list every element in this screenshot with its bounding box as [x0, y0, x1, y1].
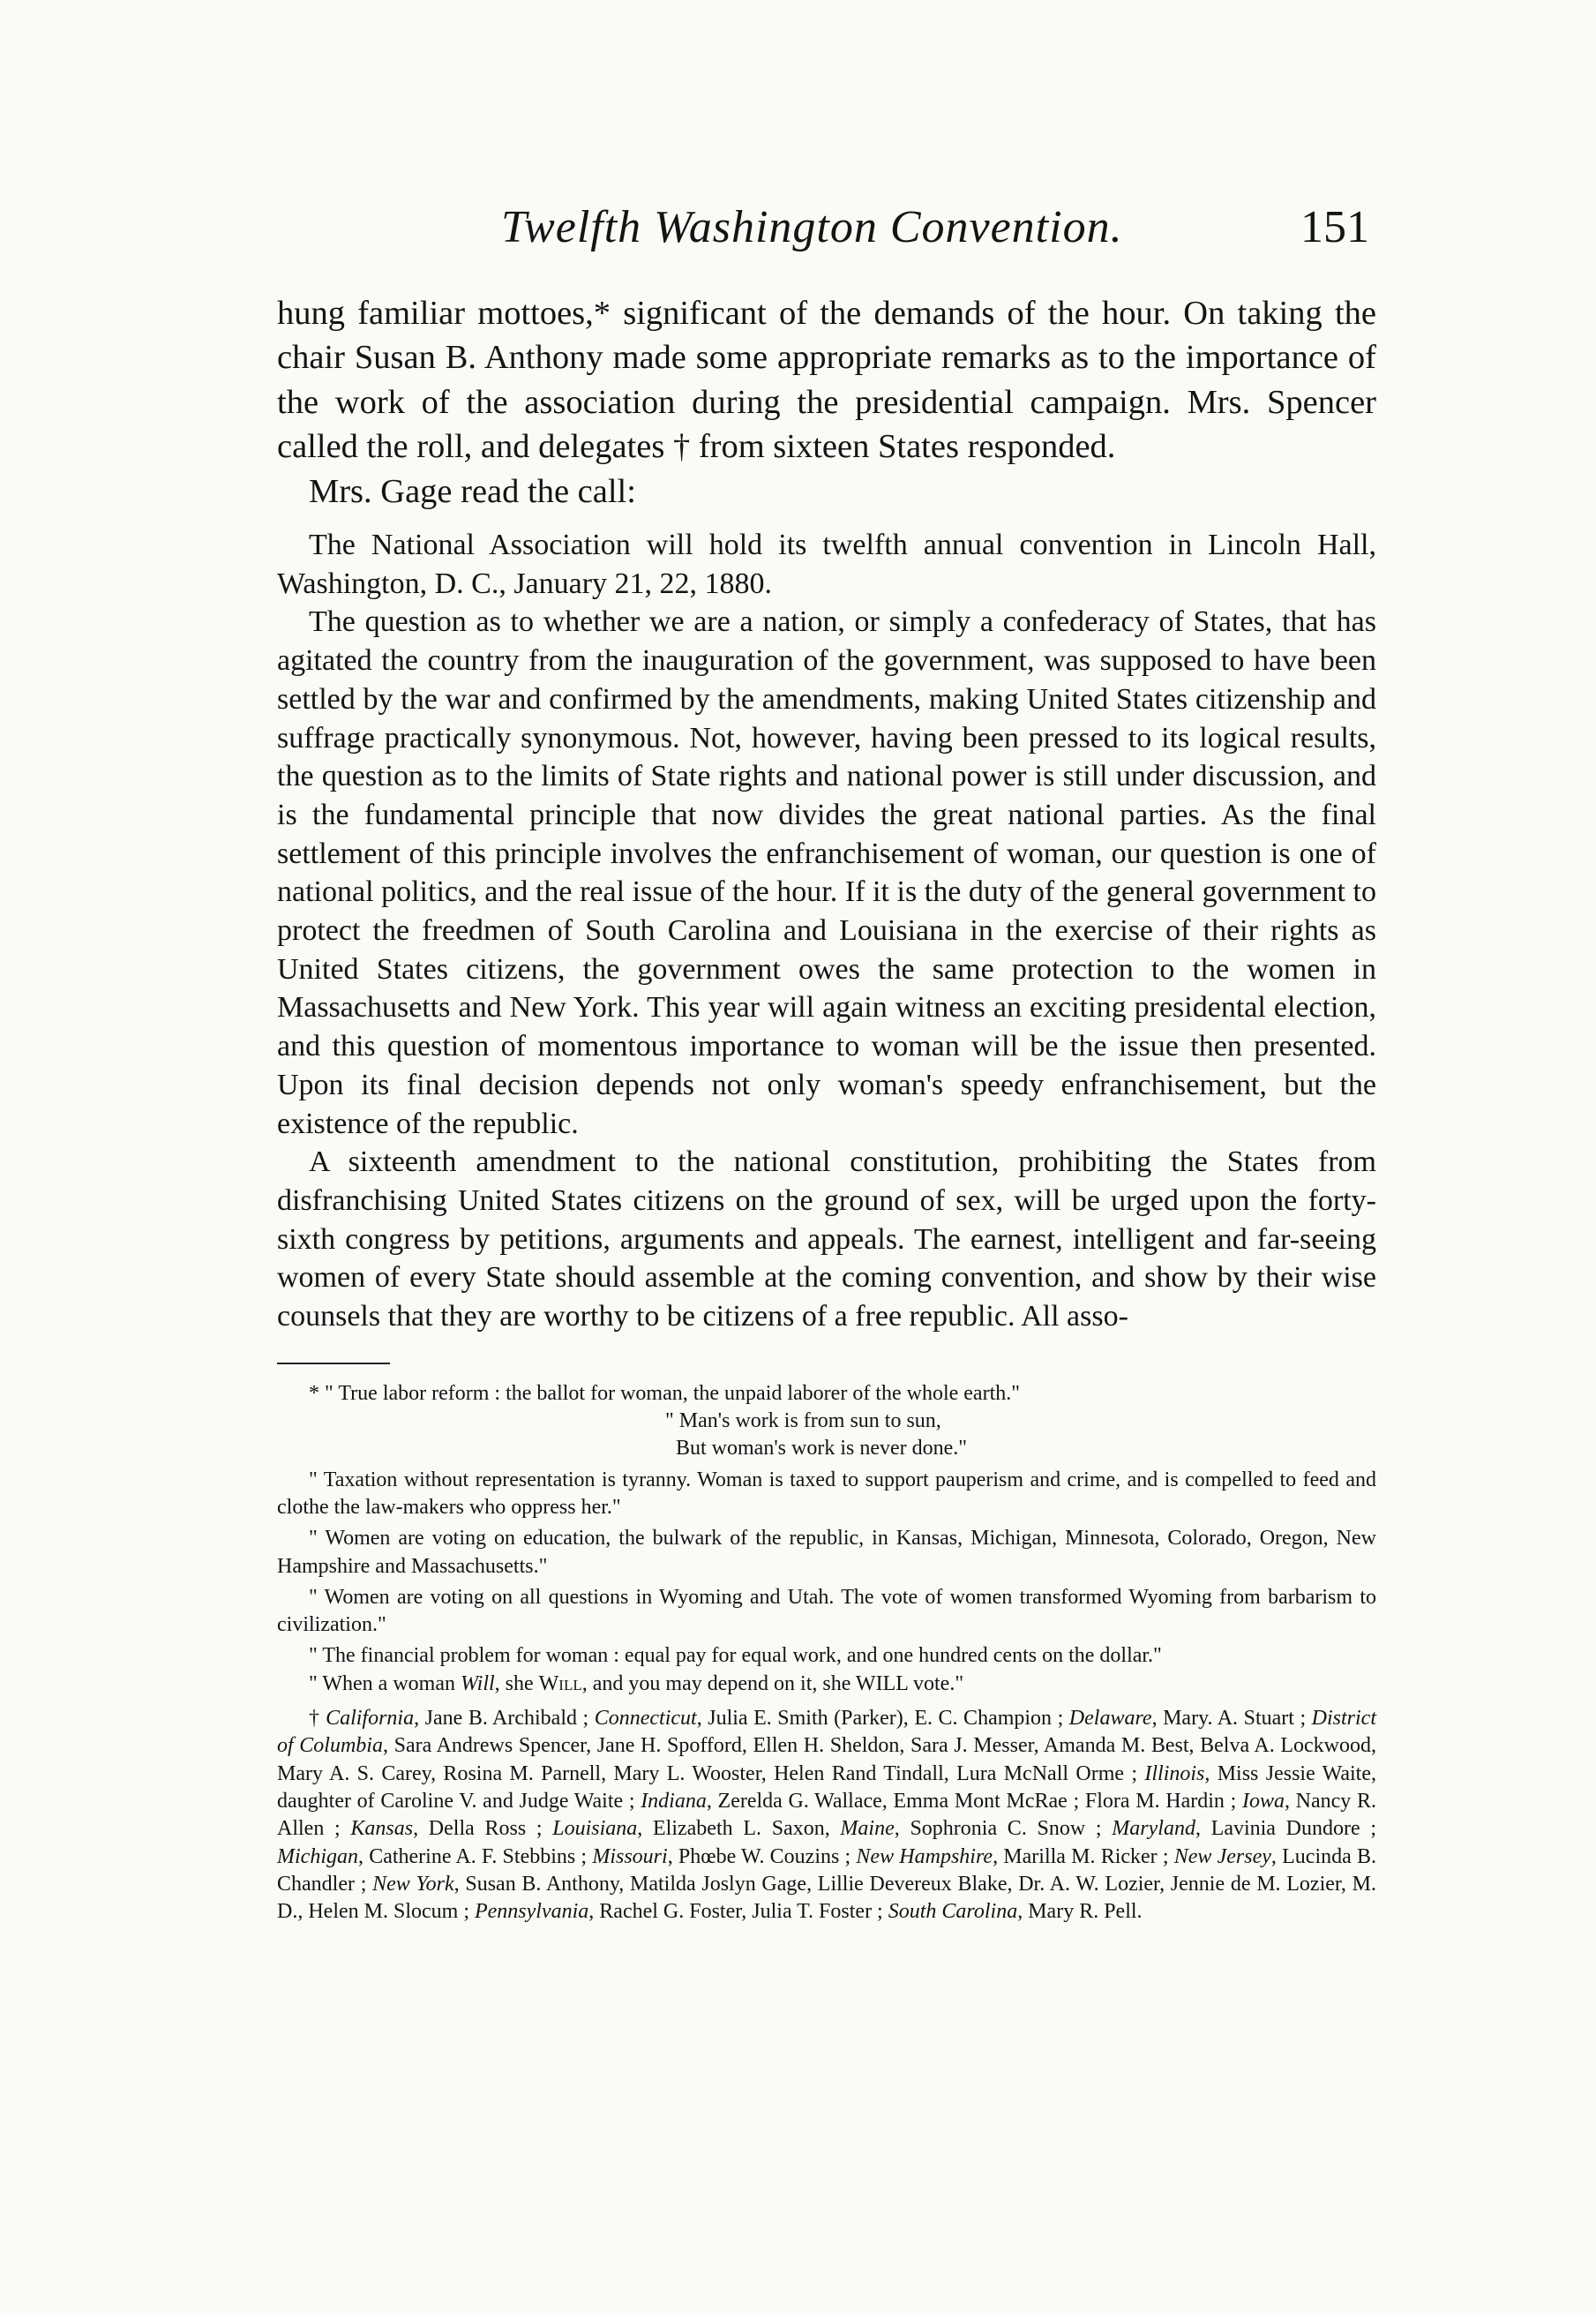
delegate-names: , Rachel G. Foster, Julia T. Foster ; [588, 1900, 888, 1924]
running-title: Twelfth Washington Convention. [501, 202, 1123, 252]
main-text [277, 291, 1376, 514]
opening-paragraph: hung familiar mottoes,* significant of the demands of the hour. On taking the chair Susan B. Anthony made some appropriate remarks as to the importance of the work of the association during the presidential campaign. Mrs. Spencer called the roll, and delegates † from sixteen States responded. [277, 295, 1376, 466]
state-name: Kansas [350, 1817, 414, 1841]
call-paragraph-1: The National Association will hold its twelfth annual convention in Lincoln Hall, Washington, D. C., January 21, 22, 1880. [277, 529, 1376, 600]
state-name: Maryland [1112, 1817, 1195, 1841]
footnote-delegates [277, 1705, 1376, 1926]
motto-text: , and you may depend on it, she WILL vote." [581, 1671, 964, 1695]
delegate-names: , Mary. A. Stuart ; [1151, 1707, 1312, 1731]
delegate-names: , Elizabeth L. Saxon, [637, 1817, 841, 1841]
state-name: Indiana [641, 1789, 707, 1813]
motto-text: , she [494, 1671, 539, 1695]
state-name: New York [372, 1872, 454, 1896]
convention-call [277, 526, 1376, 1336]
delegate-names: , Catherine A. F. Stebbins ; [357, 1844, 593, 1868]
state-name: Pennsylvania [474, 1900, 589, 1924]
state-name: District of Columbia [277, 1707, 1376, 1758]
delegate-names: , Jane B. Archibald ; [414, 1707, 595, 1731]
page-header [0, 201, 1596, 272]
footnote-verse-line: " Man's work is from sun to sun, [665, 1409, 941, 1433]
motto-text: " When a woman [309, 1671, 461, 1695]
delegate-names: , Zerelda G. Wallace, Emma Mont McRae ; Flora M. Hardin ; [706, 1789, 1242, 1813]
state-name: New Jersey [1173, 1844, 1271, 1868]
delegate-names: , Susan B. Anthony, Matilda Joslyn Gage, Lillie Devereux Blake, Dr. A. W. Lozier, Jennie de M. Lozier, M. D., Helen M. Slocum ; [277, 1872, 1376, 1924]
footnote-motto: " Women are voting on education, the bulwark of the republic, in Kansas, Michigan, Minnesota, Colorado, Oregon, New Hampshire and Massachusetts." [277, 1527, 1376, 1578]
state-name: Connecticut [594, 1707, 697, 1731]
call-paragraph-2: The question as to whether we are a nation, or simply a confederacy of States, that has agitated the country from the inauguration of the government, was supposed to have been settled by the war and confirmed by the amendments, making United States citizenship and suffrage practically synonymous. Not, however, having been pressed to its logical results, the question as to the limits of State rights and national power is still under discussion, and is the fundamental principle that now divides the great national parties. As the final settlement of this principle involves the enfranchisement of woman, our question is one of national politics, and the real issue of the hour. If it is the duty of the general government to protect the freedmen of South Carolina and Louisiana in the exercise of their rights as United States citizens, the government owes the same protection to the women in Massachusetts and New York. This year will again witness an exciting presidental election, and this question of momentous importance to woman will be the issue then presented. Upon its final decision depends not only woman's speedy enfranchisement, but the existence of the republic. [277, 605, 1376, 1140]
delegate-names: , Della Ross ; [413, 1817, 553, 1841]
state-name: Illinois [1144, 1761, 1205, 1785]
state-name: Maine [840, 1817, 895, 1841]
state-name: California [326, 1707, 415, 1731]
state-name: Missouri [592, 1844, 668, 1868]
motto-emphasis: Will [460, 1671, 495, 1695]
delegate-names: , Mary R. Pell. [1017, 1900, 1143, 1924]
footnote-motto: " Taxation without representation is tyranny. Woman is taxed to support pauperism and crime, and is compelled to feed and clothe the law-makers who oppress her." [277, 1468, 1376, 1519]
delegate-names: † [309, 1707, 326, 1731]
footnote-motto: " Women are voting on all questions in Wyoming and Utah. The vote of women transformed Wyoming from barbarism to civilization." [277, 1585, 1376, 1637]
call-intro: Mrs. Gage read the call: [309, 472, 636, 510]
footnote-motto [277, 1671, 1376, 1698]
delegate-names: , Nancy R. Allen ; [277, 1789, 1376, 1841]
call-paragraph-3: A sixteenth amendment to the national constitution, prohibiting the States from disfranchising United States citizens on the ground of sex, will be urged upon the forty-sixth congress by petitions, arguments and appeals. The earnest, intelligent and far-seeing women of every State should assemble at the coming convention, and show by their wise counsels that they are worthy to be citizens of a free republic. All asso- [277, 1145, 1376, 1333]
delegate-names: , Sophronia C. Snow ; [894, 1817, 1113, 1841]
state-name: New Hampshire [856, 1844, 993, 1868]
page-body [277, 291, 1376, 1926]
footnote-mottoes: * " True labor reform : the ballot for woman, the unpaid laborer of the whole earth." [309, 1381, 1021, 1405]
state-name: Michigan [277, 1844, 358, 1868]
footnote-motto: " The financial problem for woman : equal pay for equal work, and one hundred cents on the dollar." [309, 1644, 1162, 1668]
page-number: 151 [1300, 202, 1369, 252]
footnotes [277, 1380, 1376, 1926]
delegate-names: , Lavinia Dundore ; [1195, 1817, 1377, 1841]
delegate-names: , Julia E. Smith (Parker), E. C. Champion ; [696, 1707, 1069, 1731]
delegate-names: , Phœbe W. Couzins ; [667, 1844, 857, 1868]
delegate-names: , Miss Jessie Waite, daughter of Caroline V. and Judge Waite ; [277, 1761, 1376, 1813]
footnote-verse-line: But woman's work is never done." [676, 1437, 968, 1461]
delegate-names: , Lucinda B. Chandler ; [277, 1844, 1376, 1896]
motto-emphasis: Will [538, 1671, 582, 1695]
state-name: Delaware [1068, 1707, 1152, 1731]
state-name: South Carolina [888, 1900, 1018, 1924]
state-name: Iowa [1241, 1789, 1285, 1813]
delegate-names: , Marilla M. Ricker ; [993, 1844, 1174, 1868]
footnote-divider [277, 1363, 390, 1364]
state-name: Louisiana [552, 1817, 638, 1841]
delegate-names: , Sara Andrews Spencer, Jane H. Spofford, Ellen H. Sheldon, Sara J. Messer, Amanda M. Best, Belva A. Lockwood, Mary A. S. Carey, Rosina M. Parnell, Mary L. Wooster, Helen Rand Tindall, Lura McNall Orme ; [277, 1734, 1376, 1785]
